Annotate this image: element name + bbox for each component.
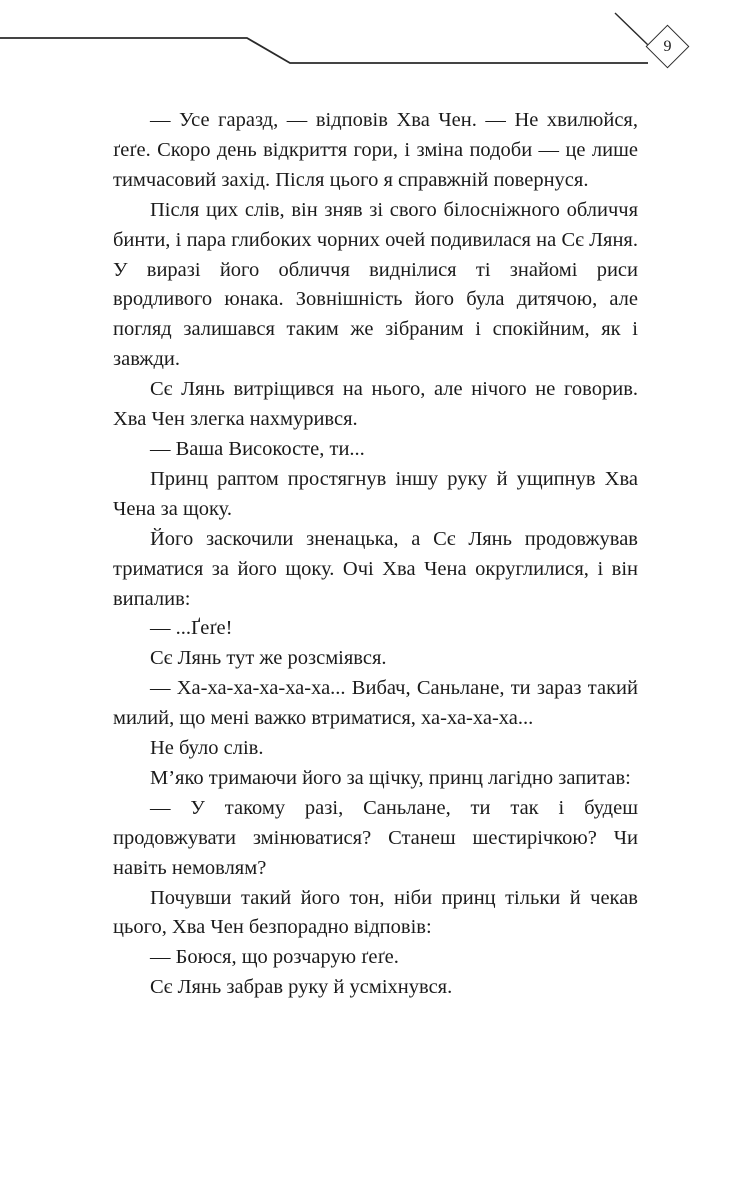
paragraph: М’яко тримаючи його за щічку, принц лагідно запитав: xyxy=(150,766,631,789)
paragraph: — У такому разі, Саньлане, ти так і будеш продовжувати змінюватися? Станеш шестирічкою? Чи навіть немовлям? xyxy=(113,796,638,879)
paragraph: — Ваша Високосте, ти... xyxy=(150,437,365,460)
paragraph: Сє Лянь тут же розсміявся. xyxy=(150,647,387,670)
header-rule-ornament xyxy=(0,0,756,90)
paragraph: — Боюся, що розчарую ґеґе. xyxy=(150,946,399,969)
paragraph: Сє Лянь забрав руку й усміхнувся. xyxy=(150,976,453,999)
paragraph: — ...Ґеґе! xyxy=(150,617,233,640)
paragraph: Почувши такий його тон, ніби принц тільки й чекав цього, Хва Чен безпорадно відповів: xyxy=(113,886,638,939)
page-number: 9 xyxy=(663,37,672,55)
paragraph: Після цих слів, він зняв зі свого білосніжного обличчя бинти, і пара глибоких чорних очей подивилася на Сє Ляня. У виразі його обличчя виднілися ті знайомі риси вродливого юнака. Зовнішність його була дитячою, але погляд залишався таким же зібраним і спокійним, як і завжди. xyxy=(113,198,638,371)
paragraph: Принц раптом простягнув іншу руку й ущипнув Хва Чена за щоку. xyxy=(113,467,638,520)
text-block xyxy=(113,106,638,1003)
paragraph: Його заскочили зненацька, а Сє Лянь продовжував триматися за його щоку. Очі Хва Чена округлилися, і він випалив: xyxy=(113,527,638,610)
paragraph: Не було слів. xyxy=(150,737,264,760)
paragraph: — Ха-ха-ха-ха-ха-ха... Вибач, Саньлане, ти зараз такий милий, що мені важко втриматися, ха-ха-ха-ха... xyxy=(113,677,638,730)
paragraph: Сє Лянь витріщився на нього, але нічого не говорив. Хва Чен злегка нахмурився. xyxy=(113,378,638,431)
paragraph: — Усе гаразд, — відповів Хва Чен. — Не хвилюйся, ґеґе. Скоро день відкриття гори, і зміна подоби — це лише тимчасовий захід. Після цього я справжній повернуся. xyxy=(113,109,638,191)
